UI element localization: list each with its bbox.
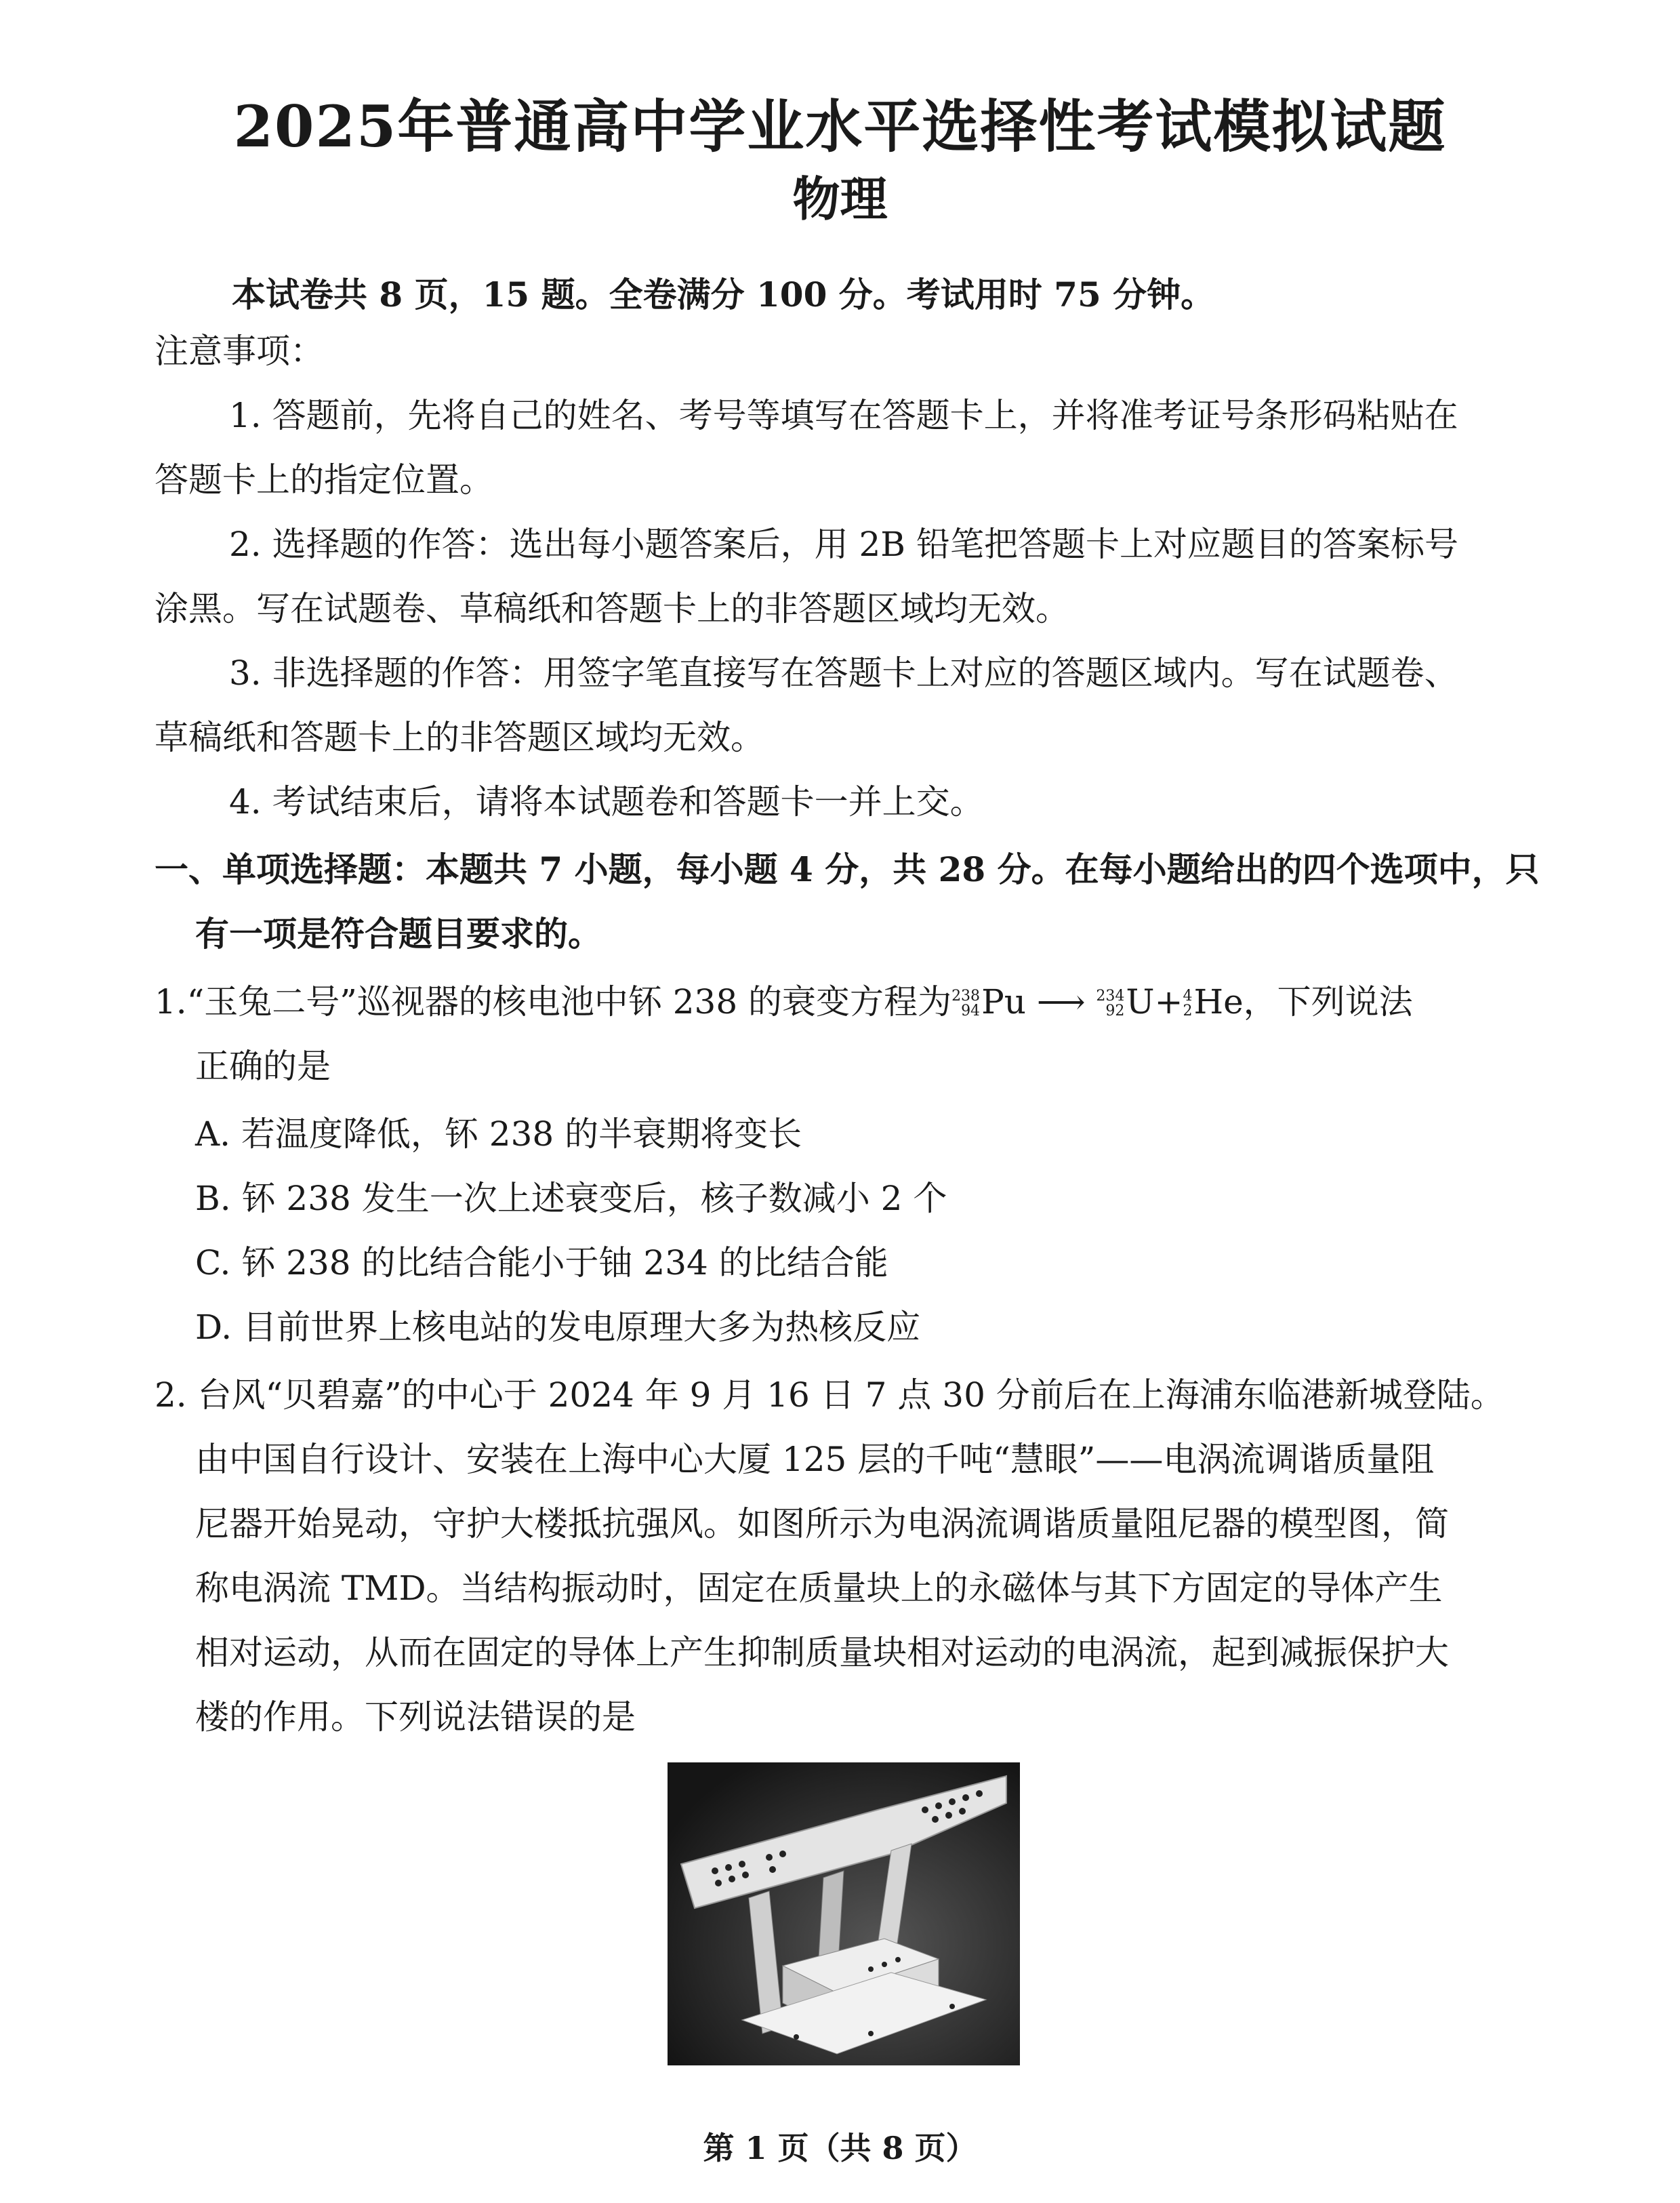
q2-line-5: 相对运动，从而在固定的导体上产生抑制质量块相对运动的电涡流，起到减振保护大 xyxy=(195,1633,1449,1672)
tmd-model-drawing xyxy=(668,1762,1020,2065)
note-4-line1: 4. 考试结束后，请将本试题卷和答题卡一并上交。 xyxy=(229,782,984,822)
note-1-line2: 答题卡上的指定位置。 xyxy=(155,460,493,500)
pu-charge-number: 94 xyxy=(961,1003,981,1020)
note-2-line1: 2. 选择题的作答：选出每小题答案后，用 2B 铅笔把答题卡上对应题目的答案标号 xyxy=(229,525,1458,564)
he-mass-number: 4 xyxy=(1183,988,1193,1005)
u-isotope-numbers xyxy=(1096,989,1124,1019)
u-mass-number: 234 xyxy=(1096,988,1125,1005)
note-2-line2: 涂黑。写在试题卷、草稿纸和答题卡上的非答题区域均无效。 xyxy=(155,589,1069,628)
exam-info: 本试卷共 8 页，15 题。全卷满分 100 分。考试用时 75 分钟。 xyxy=(232,275,1215,315)
q2-line-3: 尼器开始晃动，守护大楼抵抗强风。如图所示为电涡流调谐质量阻尼器的模型图，简 xyxy=(195,1504,1449,1543)
q1-stem-suffix: ，下列说法 xyxy=(1243,982,1413,1022)
he-symbol: He xyxy=(1193,982,1244,1022)
note-3-line1: 3. 非选择题的作答：用签字笔直接写在答题卡上对应的答题区域内。写在试题卷、 xyxy=(229,653,1458,693)
q1-stem-line2: 正确的是 xyxy=(195,1047,331,1086)
he-charge-number: 2 xyxy=(1183,1003,1193,1020)
q1-option-d: D. 目前世界上核电站的发电原理大多为热核反应 xyxy=(195,1308,921,1347)
q1-option-a: A. 若温度降低，钚 238 的半衰期将变长 xyxy=(195,1114,802,1154)
u-symbol: U xyxy=(1126,982,1155,1022)
notes-heading: 注意事项： xyxy=(155,331,324,371)
subject-title: 物理 xyxy=(792,171,888,227)
pu-symbol: Pu xyxy=(981,982,1026,1022)
u-charge-number: 92 xyxy=(1105,1003,1125,1020)
pu-isotope-numbers xyxy=(951,989,980,1019)
note-3-line2: 草稿纸和答题卡上的非答题区域均无效。 xyxy=(155,718,764,757)
q2-line-6: 楼的作用。下列说法错误的是 xyxy=(195,1697,636,1737)
he-isotope-numbers xyxy=(1183,989,1192,1019)
q1-stem-line1 xyxy=(155,969,1413,1034)
q2-line-1: 2. 台风“贝碧嘉”的中心于 2024 年 9 月 16 日 7 点 30 分前后在上海浦东临港新城登陆。 xyxy=(155,1375,1504,1415)
q2-line-4: 称电涡流 TMD。当结构振动时，固定在质量块上的永磁体与其下方固定的导体产生 xyxy=(195,1569,1443,1608)
section1-heading-line1: 一、单项选择题：本题共 7 小题，每小题 4 分，共 28 分。在每小题给出的四个选项中，只 xyxy=(155,849,1540,889)
note-1-line1: 1. 答题前，先将自己的姓名、考号等填写在答题卡上，并将准考证号条形码粘贴在 xyxy=(229,396,1458,435)
section1-heading-line2: 有一项是符合题目要求的。 xyxy=(195,914,602,954)
plus-sign: + xyxy=(1154,982,1183,1022)
q1-option-b: B. 钚 238 发生一次上述衰变后，核子数减小 2 个 xyxy=(195,1179,947,1218)
q1-option-c: C. 钚 238 的比结合能小于铀 234 的比结合能 xyxy=(195,1243,888,1282)
tmd-model-figure xyxy=(668,1762,1020,2065)
reaction-arrow: ⟶ xyxy=(1036,982,1086,1022)
q1-stem-prefix: 1.“玉兔二号”巡视器的核电池中钚 238 的衰变方程为 xyxy=(155,982,952,1022)
pu-mass-number: 238 xyxy=(951,988,981,1005)
q2-line-2: 由中国自行设计、安装在上海中心大厦 125 层的千吨“慧眼”——电涡流调谐质量阻 xyxy=(195,1440,1435,1479)
page-footer: 第 1 页（共 8 页） xyxy=(703,2130,977,2166)
exam-title: 2025年普通高中学业水平选择性考试模拟试题 xyxy=(233,93,1447,160)
